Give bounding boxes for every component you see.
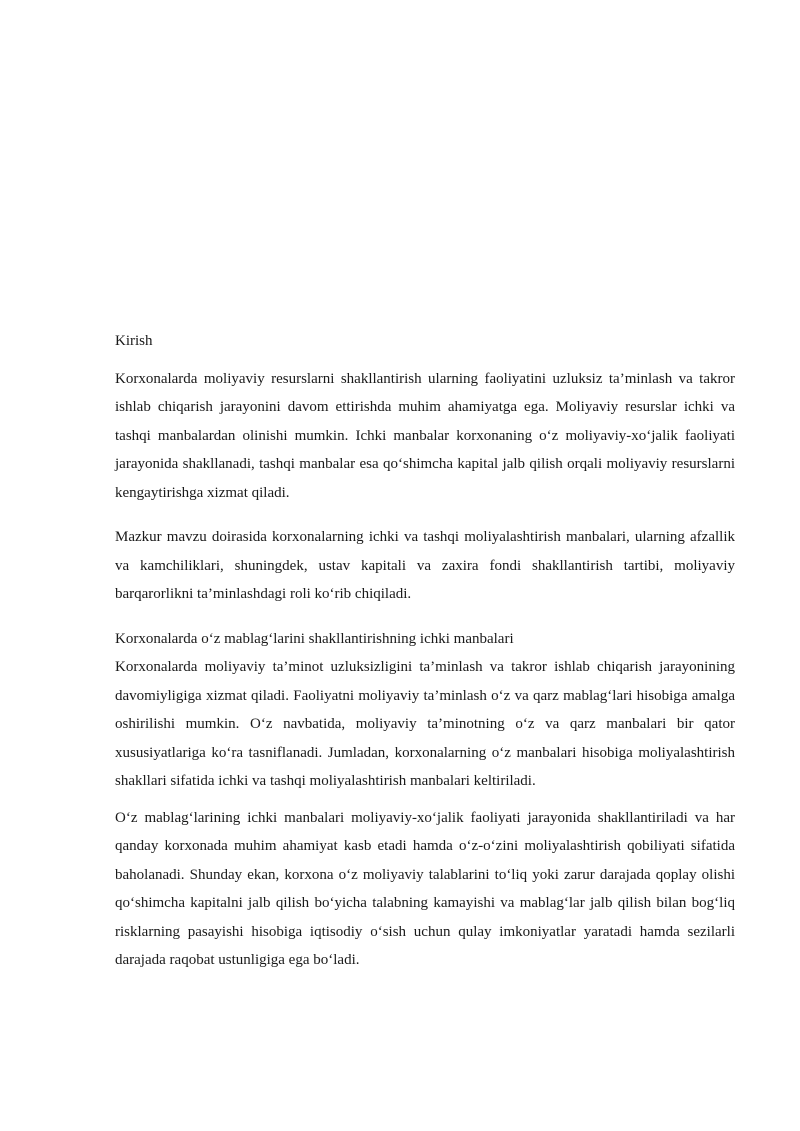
intro-paragraph-2: Mazkur mavzu doirasida korxonalarning ichki va tashqi moliyalashtirish manbalari, ularning afzallik va kamchiliklari, shuningdek, ustav kapitali va zaxira fondi shakllantirish tartibi, moliyaviy barqarorlikni ta’minlashdagi roli ko‘rib chiqiladi.	[115, 529, 735, 602]
section-heading: Korxonalarda o‘z mablag‘larini shakllantirishning ichki manbalari	[115, 630, 514, 647]
document-title: Kirish	[115, 333, 153, 349]
document-page	[115, 327, 735, 975]
section-paragraph-1: Korxonalarda moliyaviy ta’minot uzluksizligini ta’minlash va takror ishlab chiqarish jarayonining davomiyligiga xizmat qiladi. Faoliyatni moliyaviy ta’minlash o‘z va qarz mablag‘lari hisobiga amalga oshirilishi mumkin. O‘z navbatida, moliyaviy ta’minotning o‘z va qarz manbalari bir qator xususiyatlariga ko‘ra tasniflanadi. Jumladan, korxonalarning o‘z manbalari hisobiga moliyalashtirish shakllari sifatida ichki va tashqi moliyalashtirish manbalari keltiriladi.	[115, 659, 735, 789]
spacer	[115, 609, 735, 625]
intro-paragraph-1: Korxonalarda moliyaviy resurslarni shakllantirish ularning faoliyatini uzluksiz ta’minlash va takror ishlab chiqarish jarayonini davom ettirishda muhim ahamiyatga ega. Moliyaviy resurslar ichki va tashqi manbalardan olinishi mumkin. Ichki manbalar korxonaning o‘z moliyaviy-xo‘jalik faoliyati jarayonida shakllanadi, tashqi manbalar esa qo‘shimcha kapital jalb qilish orqali moliyaviy resurslarni kengaytirishga xizmat qiladi.	[115, 370, 735, 501]
section-paragraph-2: O‘z mablag‘larining ichki manbalari moliyaviy-xo‘jalik faoliyati jarayonida shakllantiriladi va har qanday korxonada muhim ahamiyat kasb etadi hamda o‘z-o‘zini moliyalashtirish qobiliyati sifatida baholanadi. Shunday ekan, korxona o‘z moliyaviy talablarini to‘liq yoki zarur darajada qoplay olishi qo‘shimcha kapitalni jalb qilish bo‘yicha talabning kamayishi va mablag‘lar jalb qilish bilan bog‘liq risklarning pasayishi hisobiga iqtisodiy o‘sish uchun qulay imkoniyatlar yaratadi hamda sezilarli darajada raqobat ustunligiga ega bo‘ladi.	[115, 809, 735, 968]
spacer	[115, 356, 735, 365]
spacer	[115, 507, 735, 523]
spacer	[115, 796, 735, 804]
